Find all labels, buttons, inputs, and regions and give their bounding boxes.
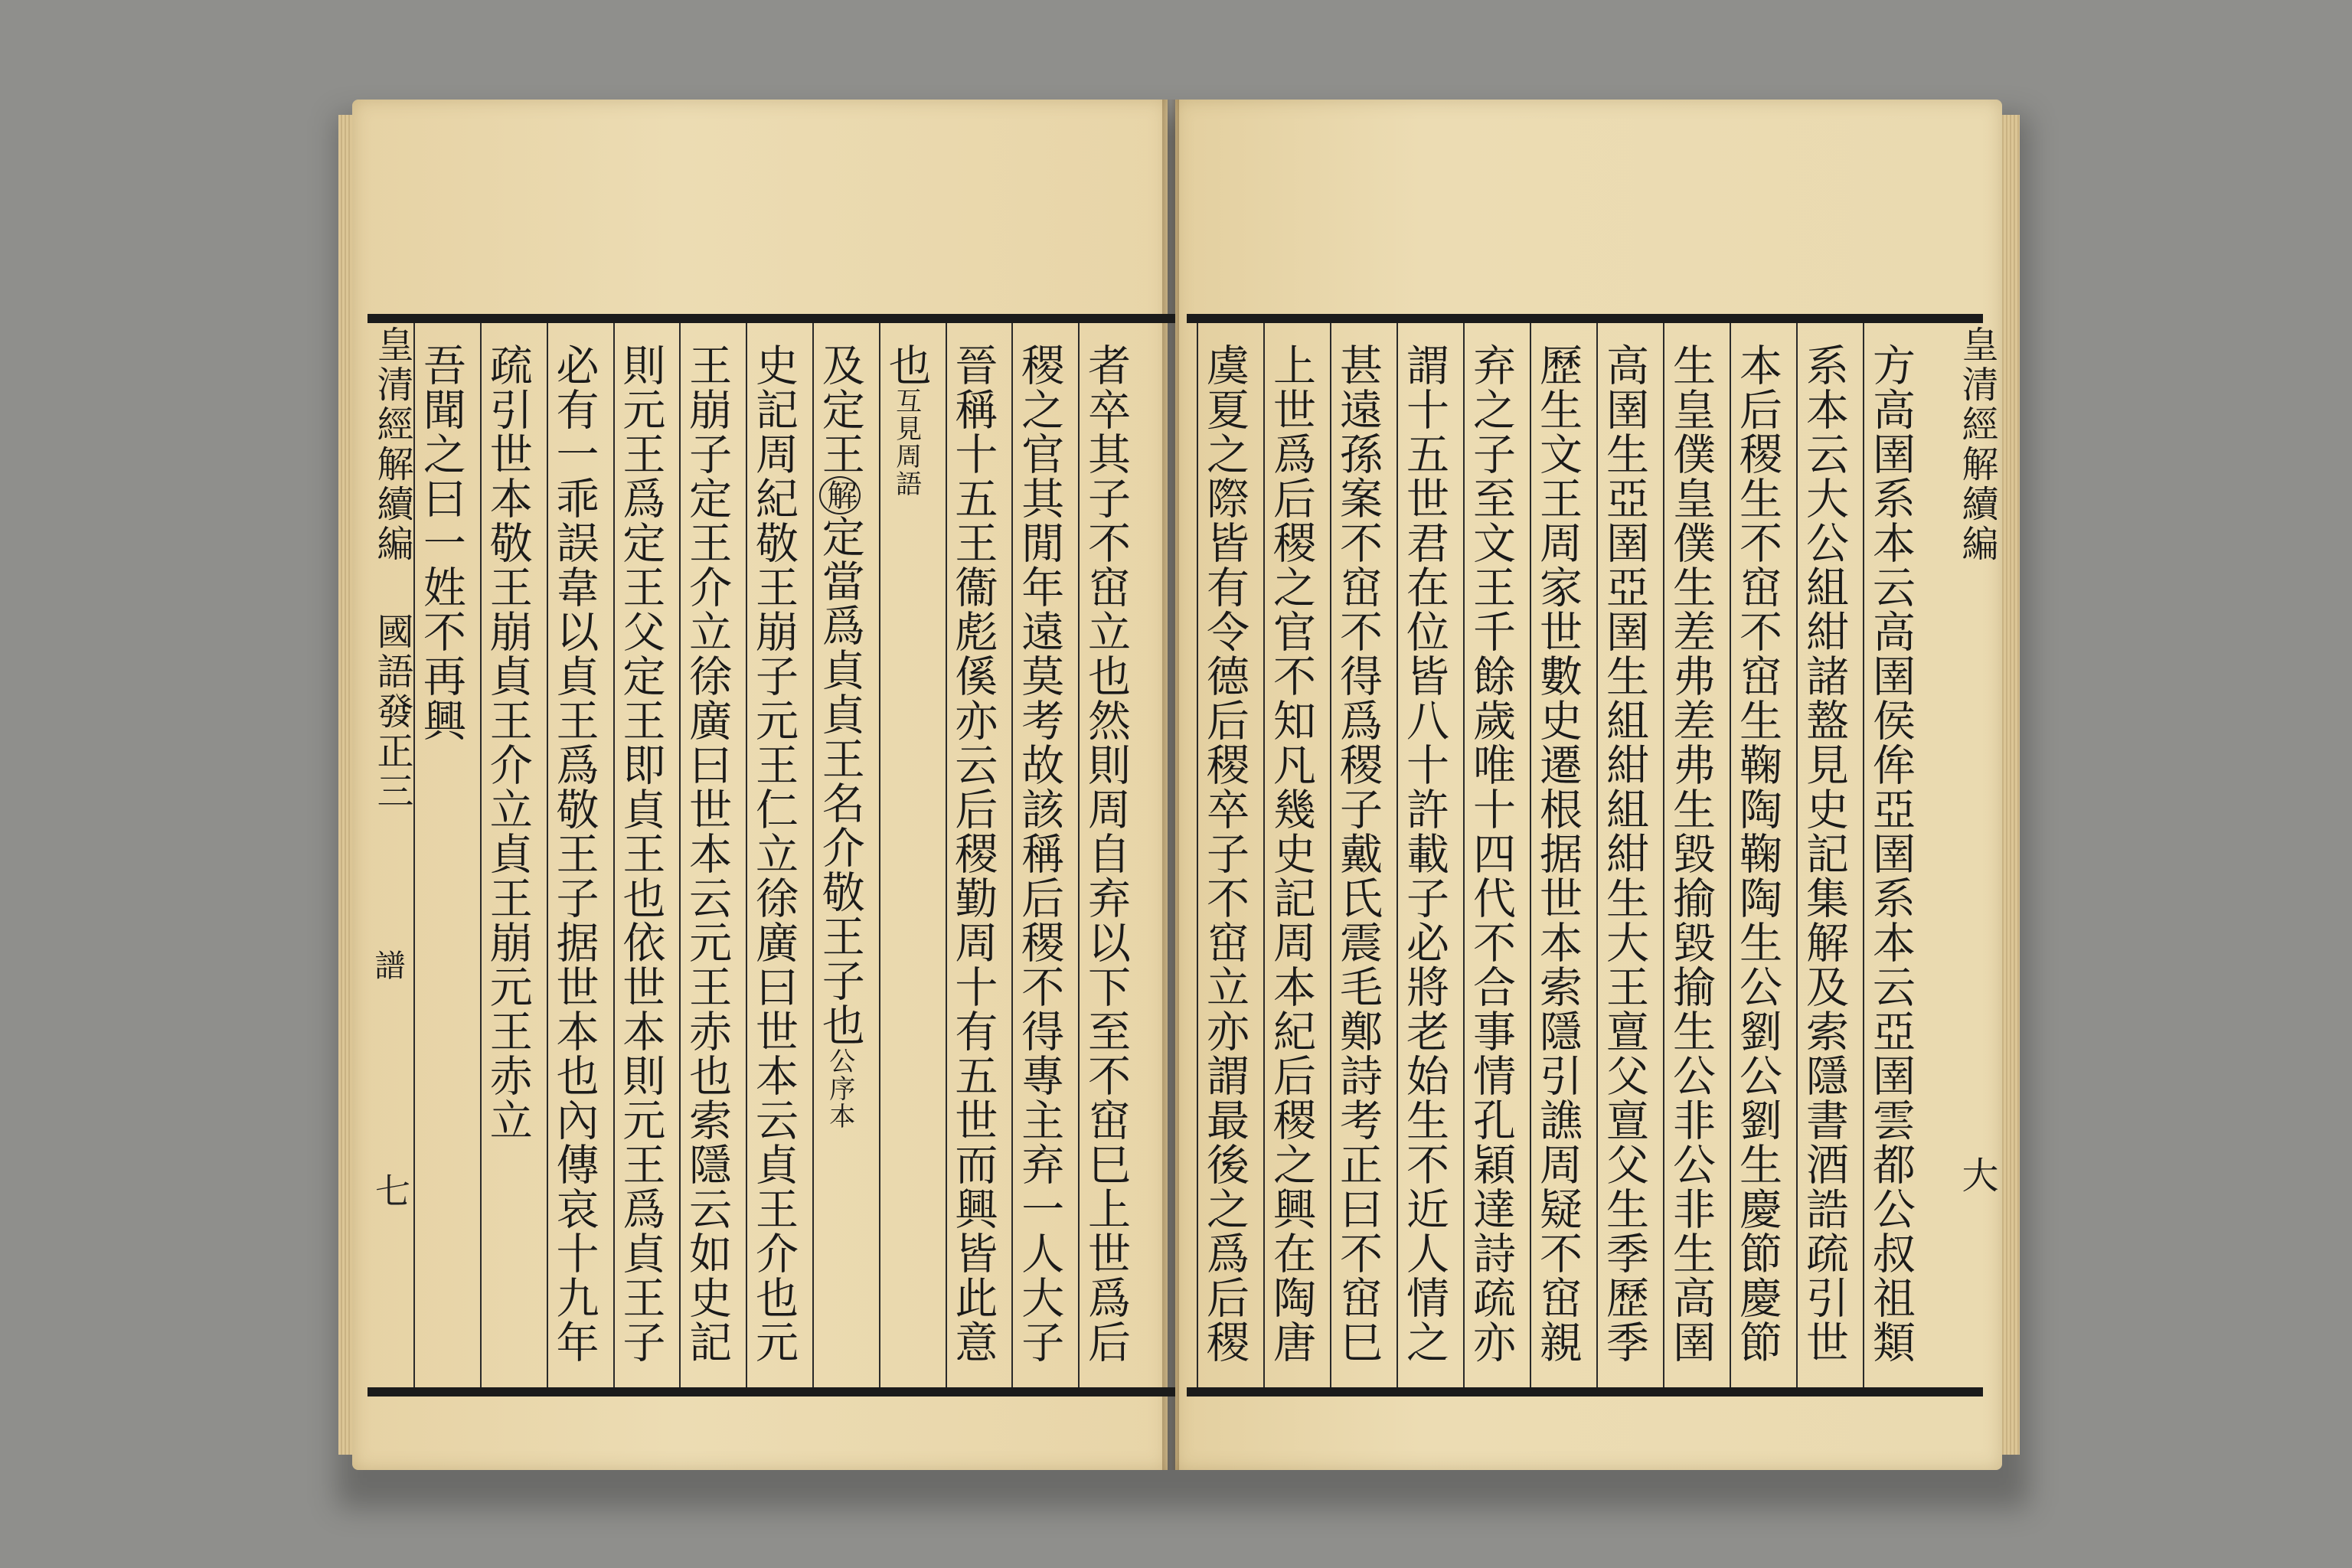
left-column-2: 稷之官其閒年遠莫考故該稱后稷不得專主弃一人大子 [1011,323,1078,1387]
page-edges-right [2000,115,2020,1455]
left-margin-section: 國語發正三 [371,612,413,812]
left-column-5-circled-mark: 解 [819,476,861,514]
left-column-4-note: 互見周語 [890,387,922,498]
left-column-5-body: 定當爲貞貞王名介敬王子也 [815,514,865,1047]
left-column-5 [812,323,879,1387]
right-text-frame [1187,314,1983,1396]
right-column-5: 高圉生亞圉亞圉生組紺組紺生大王亶父亶父生季歷季 [1596,323,1663,1387]
left-column-5-note: 公序本 [824,1047,855,1130]
left-column-8: 則元王爲定王父定王即貞王也依世本則元王爲貞王子 [613,323,680,1387]
right-column-10: 上世爲后稷之官不知凡幾史記周本紀后稷之興在陶唐 [1263,323,1330,1387]
right-column-11: 虞夏之際皆有令德后稷卒子不窋立亦謂最後之爲后稷 [1197,323,1263,1387]
left-column-9: 必有一乖誤韋以貞王爲敬王子据世本也內傳哀十九年 [547,323,613,1387]
left-column-1: 者卒其子不窋立也然則周自弃以下至不窋巳上世爲后 [1078,323,1145,1387]
left-column-11: 吾聞之曰一姓不再興 [413,323,480,1387]
left-columns [413,323,1145,1387]
left-margin-mark: 譜 [370,949,405,983]
right-column-4: 生皇僕皇僕生差弗差弗生毀揄毀揄生公非公非生高圉 [1663,323,1730,1387]
left-column-4-text: 也 [881,343,932,387]
right-column-3: 本后稷生不窋不窋生鞠陶鞠陶生公劉公劉生慶節慶節 [1730,323,1796,1387]
left-text-frame [368,314,1175,1396]
right-column-6: 歷生文王周家世數史遷根据世本索隱引譙周疑不窋親 [1530,323,1596,1387]
left-column-10: 疏引世本敬王崩貞王介立貞王崩元王赤立 [480,323,547,1387]
left-column-7: 王崩子定王介立徐廣曰世本云元王赤也索隱云如史記 [679,323,746,1387]
right-margin-mark: 大 [1955,1156,1998,1196]
left-column-6: 史記周紀敬王崩子元王仁立徐廣曰世本云貞王介也元 [746,323,812,1387]
left-margin-title: 皇清經解續編 [371,325,413,564]
right-column-1: 方高圉系本云高圉侯侔亞圉系本云亞圉雲都公叔祖類 [1863,323,1929,1387]
right-columns [1194,323,1929,1387]
left-column-4 [879,323,946,1387]
right-column-8: 謂十五世君在位皆八十許載子必將老始生不近人情之 [1396,323,1463,1387]
left-column-3: 晉稱十五王衞彪傒亦云后稷勤周十有五世而興皆此意 [946,323,1012,1387]
left-page-number: 七 [375,1171,410,1212]
left-column-5-text: 及定王 [815,343,865,476]
right-column-7: 弃之子至文王千餘歲唯十四代不合事情孔穎達詩疏亦 [1463,323,1530,1387]
right-margin-title: 皇清經解續編 [1955,325,1998,564]
right-column-2: 系本云大公組紺諸盩見史記集解及索隱書酒誥疏引世 [1796,323,1863,1387]
right-column-9: 甚遠孫案不窋不得爲稷子戴氏震毛鄭詩考正曰不窋巳 [1330,323,1396,1387]
